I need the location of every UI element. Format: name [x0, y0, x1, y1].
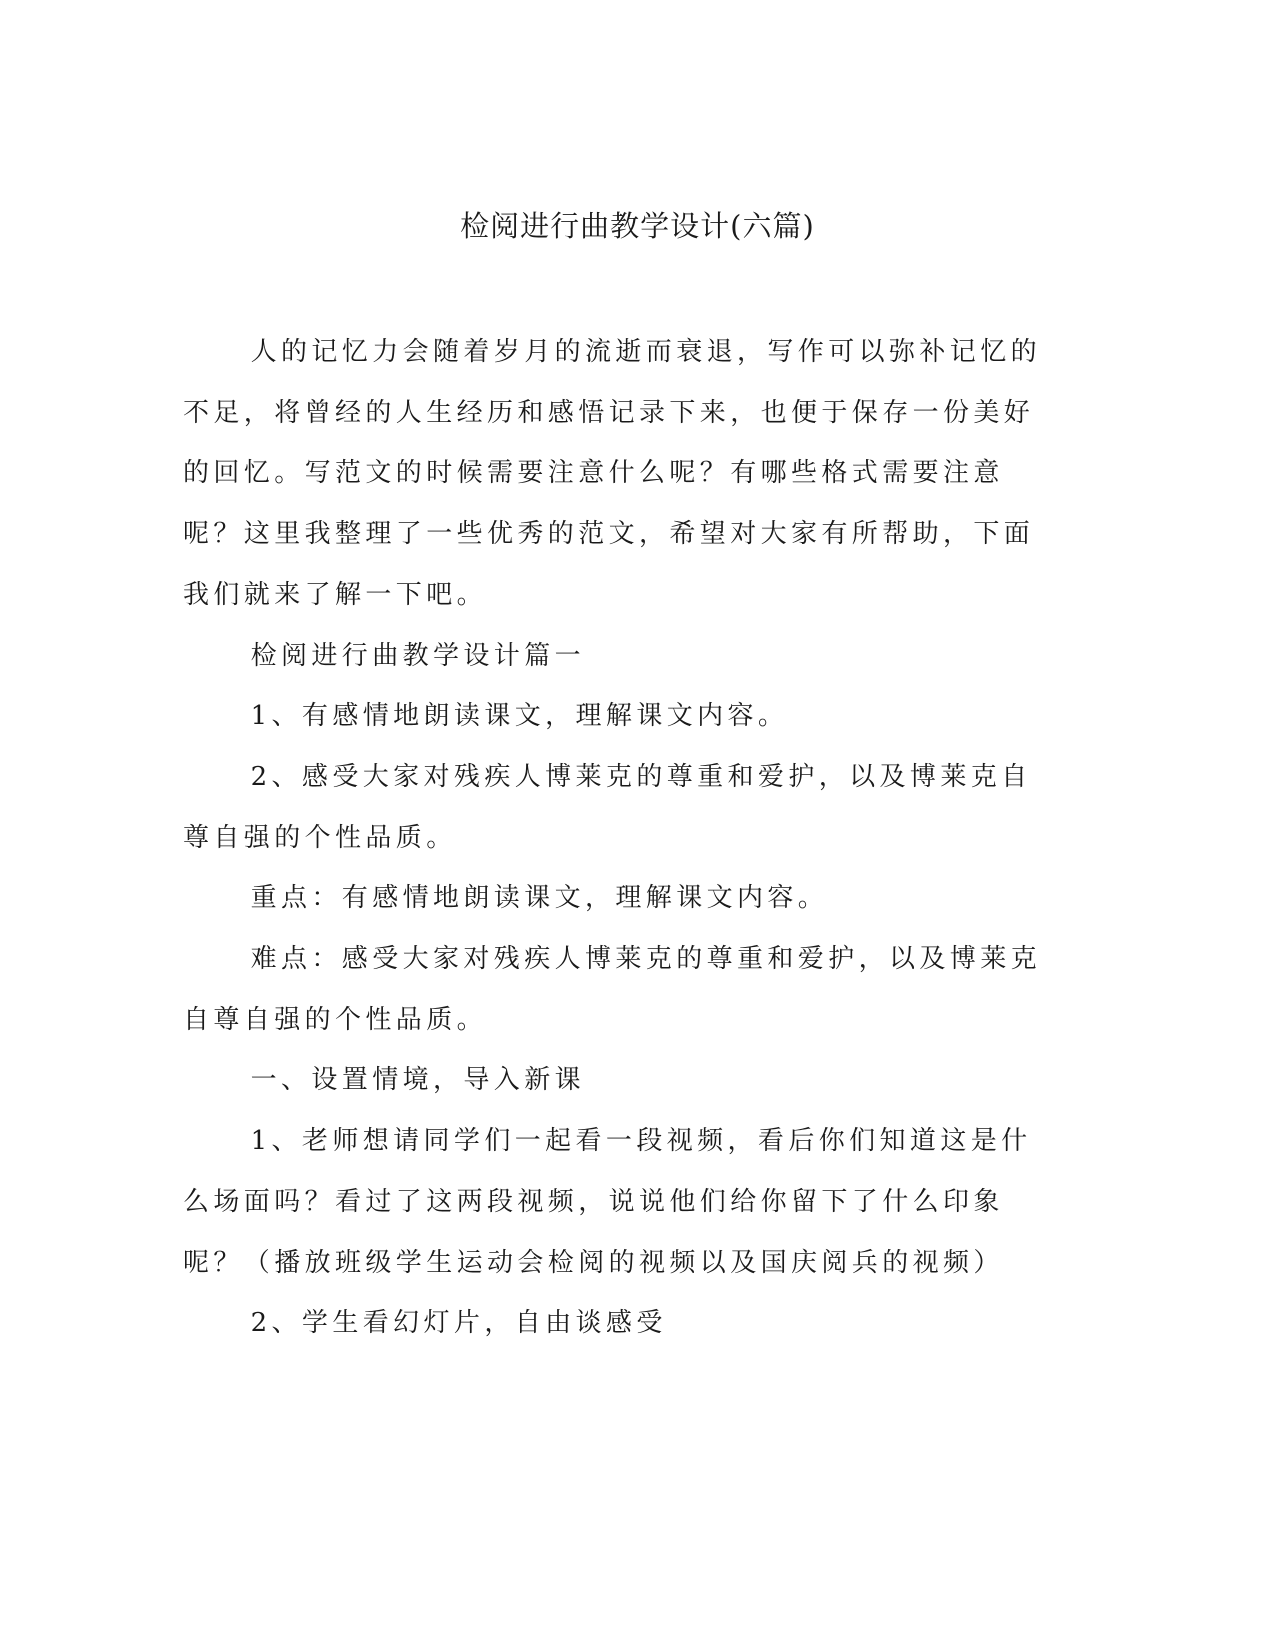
paragraph-intro: 人的记忆力会随着岁月的流逝而衰退，写作可以弥补记忆的不足，将曾经的人生经历和感悟记录下来，也便于保存一份美好的回忆。写范文的时候需要注意什么呢？有哪些格式需要注意呢？这里我整理了一些优秀的范文，希望对大家有所帮助，下面我们就来了解一下吧。 [183, 337, 1041, 610]
key-point: 重点：有感情地朗读课文，理解课文内容。 [250, 883, 829, 914]
document-body [183, 322, 1043, 1354]
step-1-item-1: 1、老师想请同学们一起看一段视频，看后你们知道这是什么场面吗？看过了这两段视频，说说他们给你留下了什么印象呢？（播放班级学生运动会检阅的视频以及国庆阅兵的视频） [183, 1126, 1032, 1278]
step-1-item-2: 2、学生看幻灯片，自由谈感受 [250, 1308, 667, 1339]
difficult-point: 难点：感受大家对残疾人博莱克的尊重和爱护，以及博莱克自尊自强的个性品质。 [183, 944, 1041, 1035]
step-heading-1: 一、设置情境，导入新课 [250, 1065, 585, 1096]
section-heading-part-one: 检阅进行曲教学设计篇一 [250, 640, 585, 671]
document-title: 检阅进行曲教学设计(六篇) [460, 209, 815, 243]
objective-1: 1、有感情地朗读课文，理解课文内容。 [250, 701, 789, 732]
objective-2: 2、感受大家对残疾人博莱克的尊重和爱护，以及博莱克自尊自强的个性品质。 [183, 761, 1032, 853]
